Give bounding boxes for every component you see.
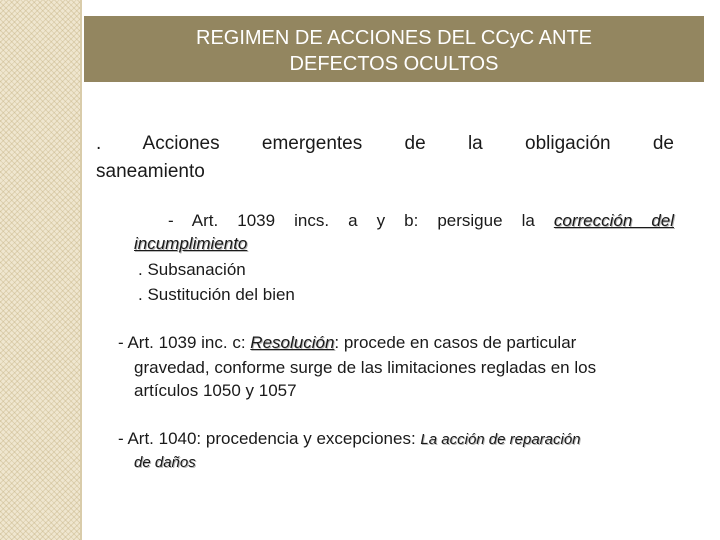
item2-line-3: artículos 1050 y 1057 — [134, 381, 297, 400]
heading-line-2: saneamiento — [96, 161, 205, 182]
item1-sub-2: . Sustitución del bien — [138, 285, 295, 304]
slide-title: REGIMEN DE ACCIONES DEL CCyC ANTE DEFECTOS OCULTOS — [196, 27, 592, 75]
item1-sub-1: . Subsanación — [138, 260, 246, 279]
item3-line-1 — [118, 427, 581, 451]
item2-line-2: gravedad, conforme surge de las limitaciones regladas en los — [134, 358, 597, 377]
item3-prefix: - Art. 1040: procedencia y excepciones: — [118, 429, 416, 448]
heading-line-1: . Acciones emergentes de la obligación de — [96, 133, 674, 154]
item3-emphasis: La acción de reparación — [420, 431, 581, 448]
item1-emphasis: corrección del — [553, 211, 674, 230]
item2-emphasis: Resolución — [250, 333, 335, 352]
item3-emphasis-cont: de daños — [134, 454, 196, 471]
item1-emphasis-cont: incumplimiento — [134, 234, 248, 253]
item2-suffix: : procede en casos de particular — [334, 333, 577, 352]
item1-prefix: - Art. 1039 incs. a y b: persigue la — [168, 211, 535, 230]
item1-line-2 — [134, 232, 247, 255]
item3-line-2 — [134, 451, 196, 474]
item1-line-1 — [168, 209, 674, 232]
item2-line-1 — [118, 331, 576, 354]
item2-prefix: - Art. 1039 inc. c: — [118, 333, 246, 352]
